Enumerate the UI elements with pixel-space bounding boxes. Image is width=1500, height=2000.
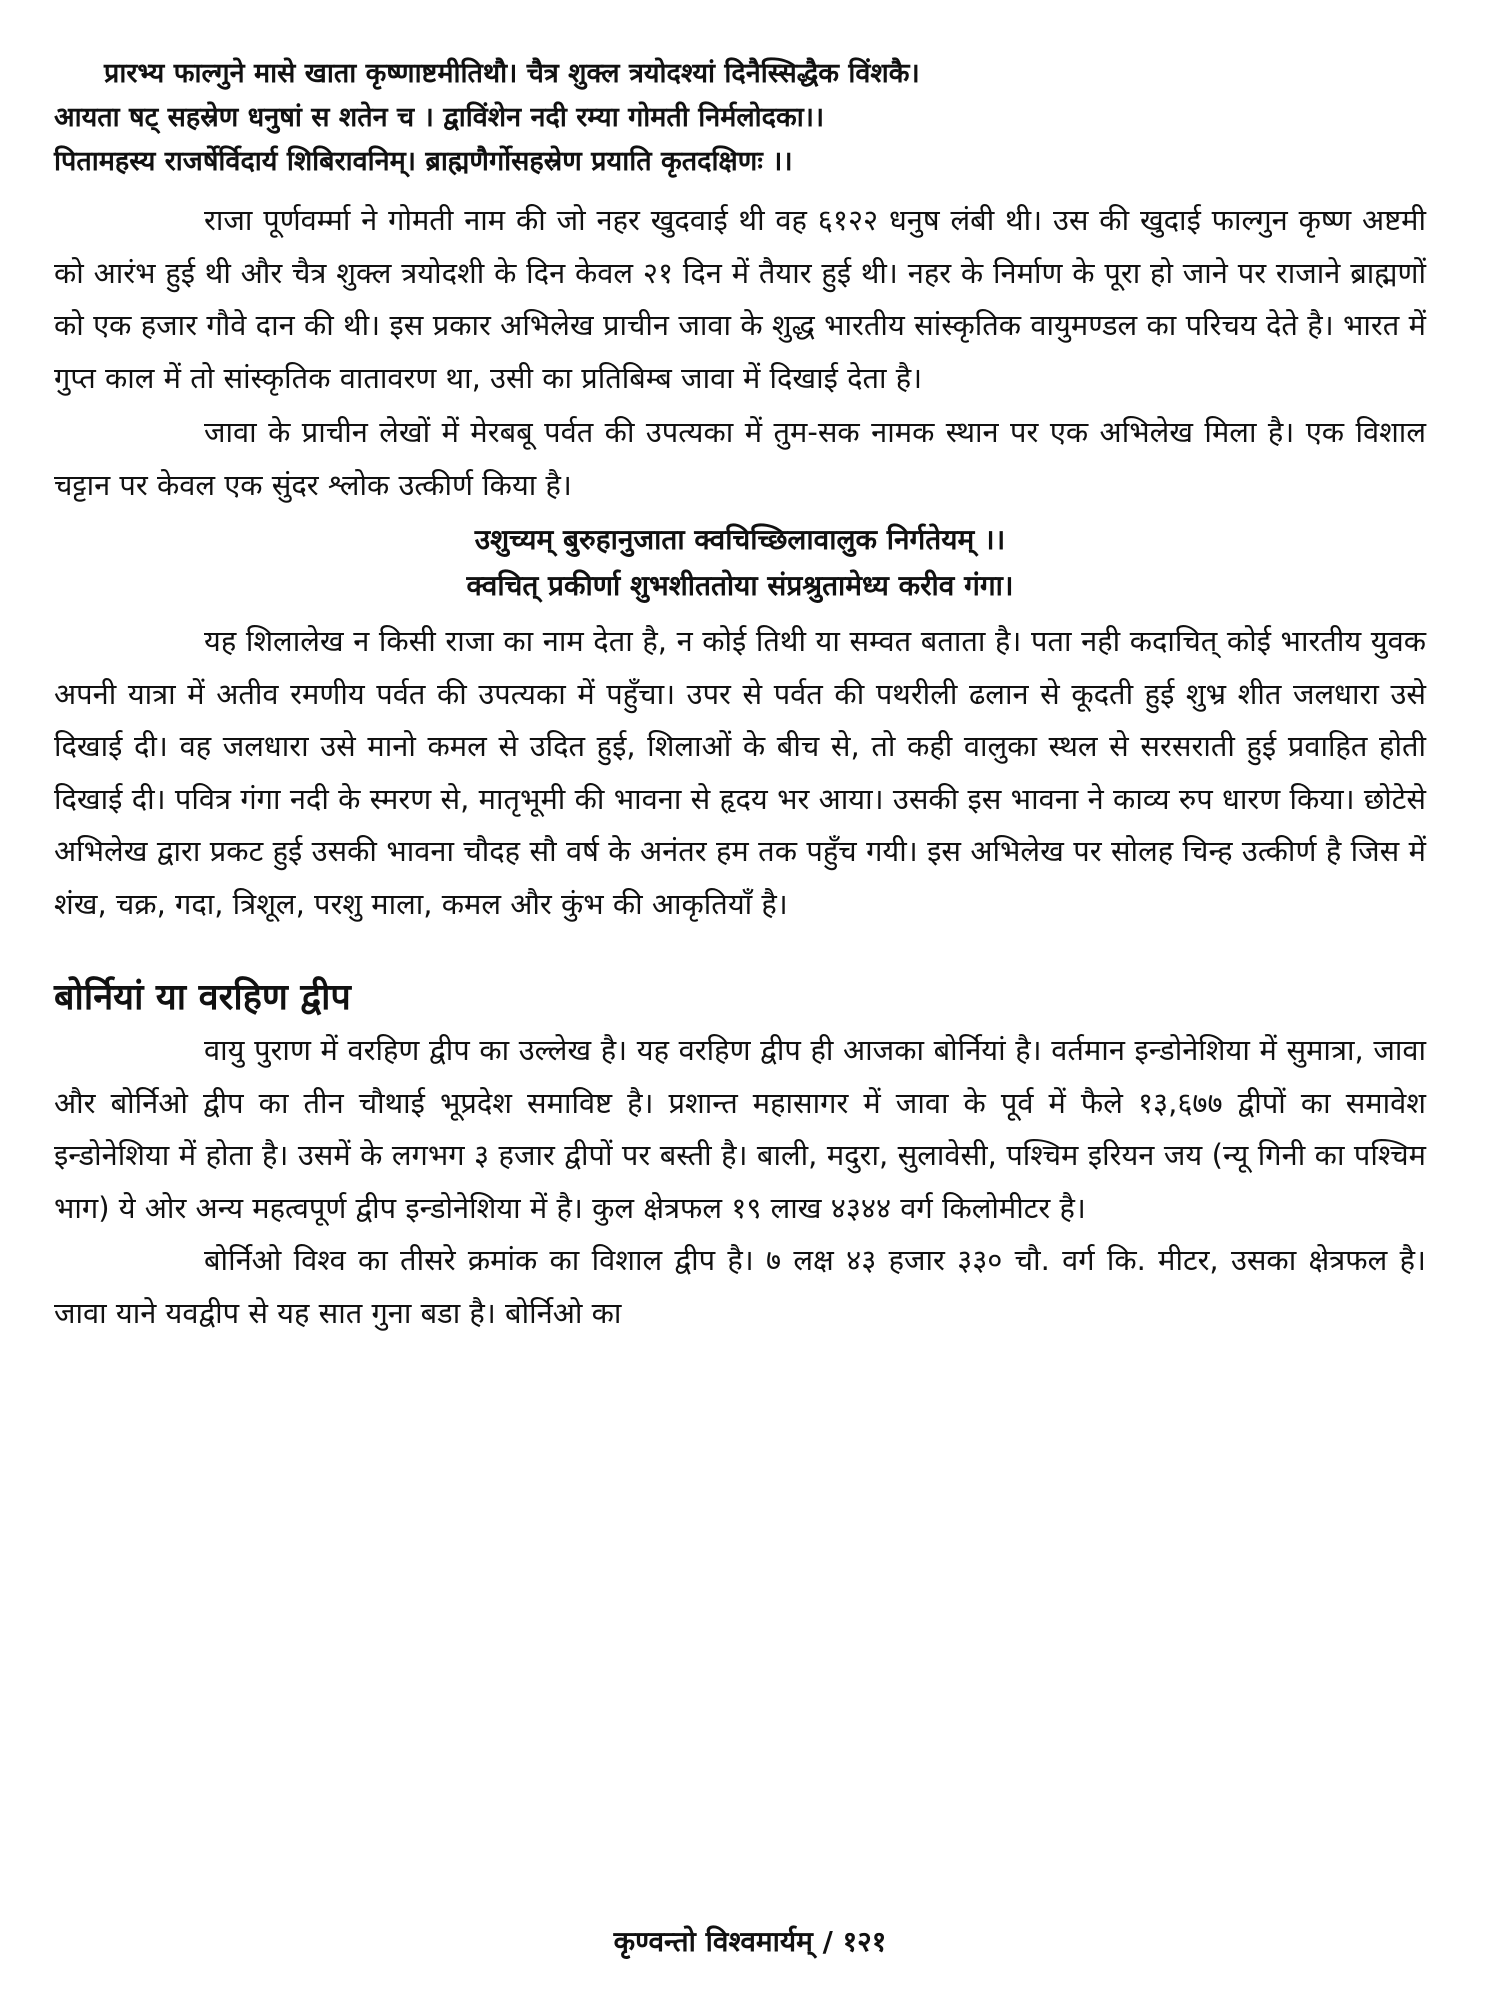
verse-line: आयता षट् सहस्रेण धनुषां स शतेन च । द्वाविंशेन नदी रम्या गोमती निर्मलोदका।। (54, 102, 825, 133)
sanskrit-verse-block-top (54, 52, 1426, 184)
verse-line: प्रारभ्य फाल्गुने मासे खाता कृष्णाष्टमीतिथौ। चैत्र शुक्ल त्रयोदश्यां दिनैस्सिद्धैक विंशकै। (104, 58, 920, 89)
paragraph-inscription-meaning: यह शिलालेख न किसी राजा का नाम देता है, न कोई तिथी या सम्वत बताता है। पता नही कदाचित् कोई भारतीय युवक अपनी यात्रा में अतीव रमणीय पर्वत की उपत्यका में पहुँचा। उपर से पर्वत की पथरीली ढलान से कूदती हुई शुभ्र शीत जलधारा उसे दिखाई दी। वह जलधारा उसे मानो कमल से उदित हुई, शिलाओं के बीच से, तो कही वालुका स्थल से सरसराती हुई प्रवाहित होती दिखाई दी। पवित्र गंगा नदी के स्मरण से, मातृभूमी की भावना से हृदय भर आया। उसकी इस भावना ने काव्य रुप धारण किया। छोटेसे अभिलेख द्वारा प्रकट हुई उसकी भावना चौदह सौ वर्ष के अनंतर हम तक पहुँच गयी। इस अभिलेख पर सोलह चिन्ह उत्कीर्ण है जिस में शंख, चक्र, गदा, त्रिशूल, परशु माला, कमल और कुंभ की आकृतियाँ है। (54, 624, 1426, 921)
verse-line: क्वचित् प्रकीर्णा शुभशीततोया संप्रश्रुतामेध्य करीव गंगा। (466, 569, 1014, 602)
page-footer: कृण्वन्तो विश्वमार्यम् / १२१ (613, 1925, 887, 1958)
paragraph-gomati-canal: राजा पूर्णवर्म्मा ने गोमती नाम की जो नहर खुदवाई थी वह ६१२२ धनुष लंबी थी। उस की खुदाई फाल्गुन कृष्ण अष्टमी को आरंभ हुई थी और चैत्र शुक्ल त्रयोदशी के दिन केवल २१ दिन में तैयार हुई थी। नहर के निर्माण के पूरा हो जाने पर राजाने ब्राह्मणों को एक हजार गौवे दान की थी। इस प्रकार अभिलेख प्राचीन जावा के शुद्ध भारतीय सांस्कृतिक वायुमण्डल का परिचय देते है। भारत में गुप्त काल में तो सांस्कृतिक वातावरण था, उसी का प्रतिबिम्ब जावा में दिखाई देता है। (54, 203, 1426, 395)
verse-line: उशुच्यम् बुरुहानुजाता क्वचिच्छिलावालुक निर्गतेयम् ।। (474, 523, 1006, 556)
paragraph-varahin-dweep: वायु पुराण में वरहिण द्वीप का उल्लेख है। यह वरहिण द्वीप ही आजका बोर्नियां है। वर्तमान इन्डोनेशिया में सुमात्रा, जावा और बोर्निओ द्वीप का तीन चौथाई भूप्रदेश समाविष्ट है। प्रशान्त महासागर में जावा के पूर्व में फैले १३,६७७ द्वीपों का समावेश इन्डोनेशिया में होता है। उसमें के लगभग ३ हजार द्वीपों पर बस्ती है। बाली, मदुरा, सुलावेसी, पश्चिम इरियन जय (न्यू गिनी का पश्चिम भाग) ये ओर अन्य महत्वपूर्ण द्वीप इन्डोनेशिया में है। कुल क्षेत्रफल १९ लाख ४३४४ वर्ग किलोमीटर है। (54, 1033, 1426, 1225)
section-heading: बोर्नियां या वरहिण द्वीप (54, 977, 351, 1018)
paragraph-borneo-area: बोर्निओ विश्व का तीसरे क्रमांक का विशाल द्वीप है। ७ लक्ष ४३ हजार ३३० चौ. वर्ग कि. मीटर, उसका क्षेत्रफल है। जावा याने यवद्वीप से यह सात गुना बडा है। बोर्निओ का (54, 1243, 1426, 1330)
sanskrit-verse-block-middle (54, 517, 1426, 609)
paragraph-tum-sak-inscription: जावा के प्राचीन लेखों में मेरबबू पर्वत की उपत्यका में तुम-सक नामक स्थान पर एक अभिलेख मिला है। एक विशाल चट्टान पर केवल एक सुंदर श्लोक उत्कीर्ण किया है। (54, 415, 1426, 502)
document-page (54, 52, 1426, 1952)
verse-line: पितामहस्य राजर्षेर्विदार्य शिबिरावनिम्। ब्राह्मणैर्गोसहस्रेण प्रयाति कृतदक्षिणः ।। (54, 146, 793, 177)
